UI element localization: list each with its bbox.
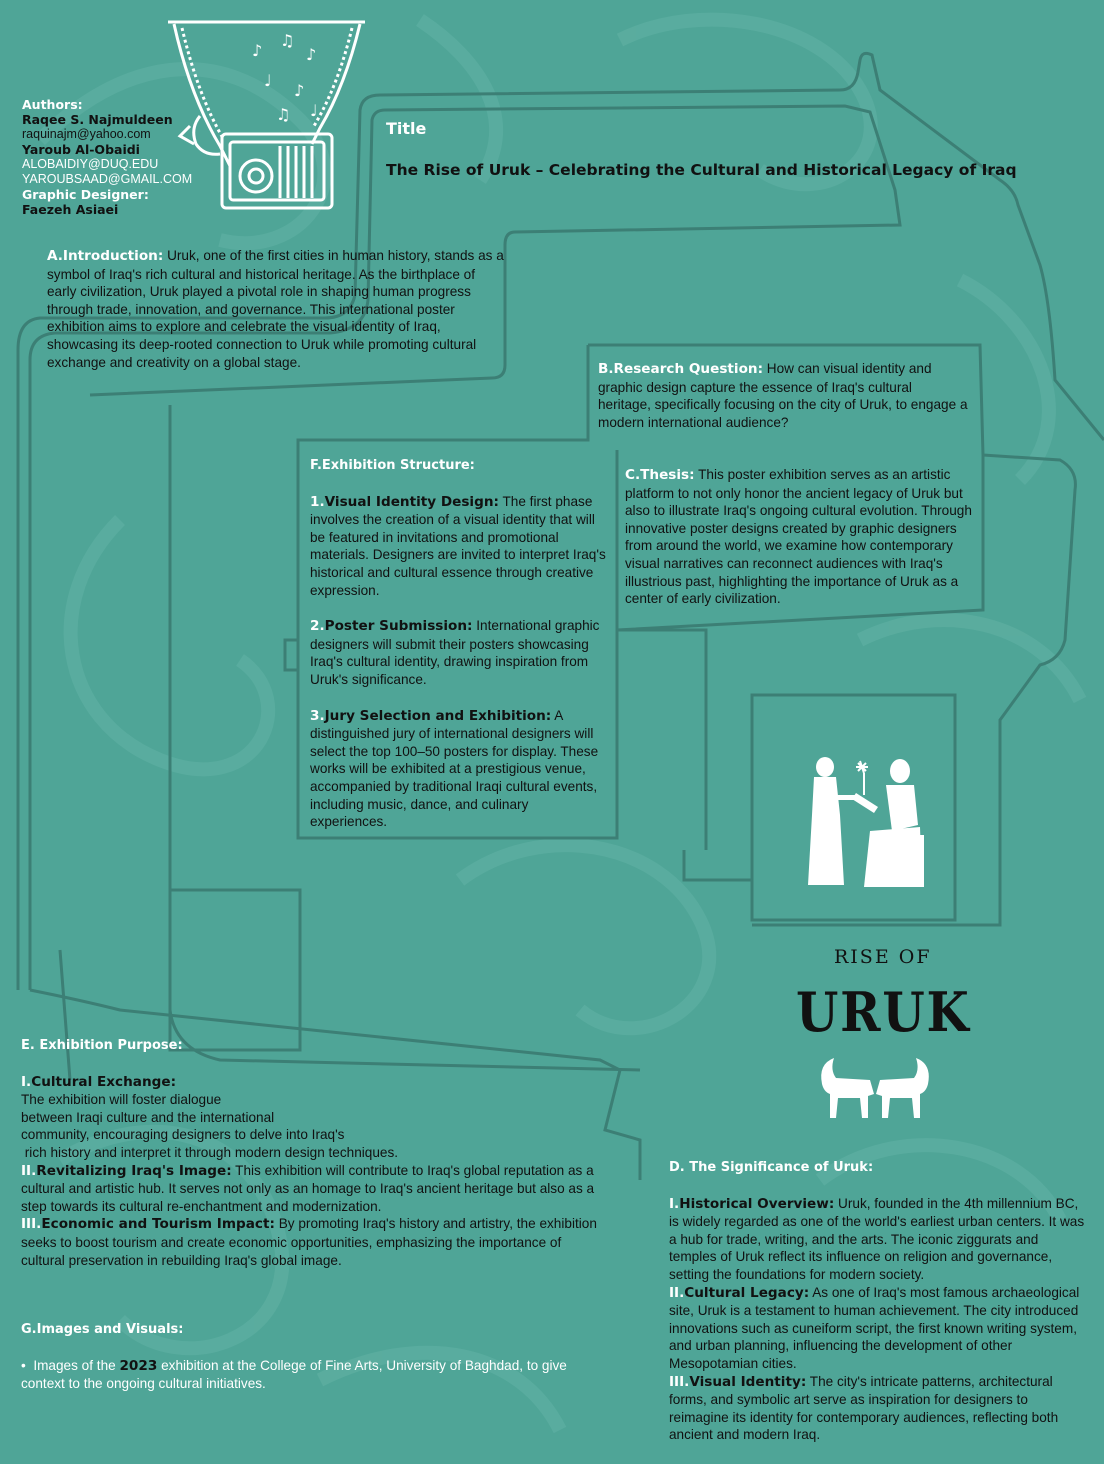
images-visuals-section xyxy=(21,1321,601,1393)
purpose-item-heading: Economic and Tourism Impact: xyxy=(41,1216,275,1233)
purpose-item xyxy=(21,1162,601,1216)
significance-item-number: I. xyxy=(669,1195,680,1212)
significance-item-body: As one of Iraq's most famous archaeological site, Uruk is a testament to human achievement. The city introduced innovations such as cuneiform script, the first known writing system, and urban planning, influencing the development of other Mesopotamian cities. xyxy=(669,1284,1080,1371)
logo-uruk: URUK xyxy=(796,980,971,1044)
sumerian-relief-icon xyxy=(800,755,930,890)
logo-rise-of: RISE OF xyxy=(834,946,932,968)
significance-item xyxy=(669,1284,1085,1373)
author-email: raquinajm@yahoo.com xyxy=(22,127,151,141)
svg-text:♪: ♪ xyxy=(252,41,263,60)
author-email: YAROUBSAAD@GMAIL.COM xyxy=(22,172,193,186)
significance-item-heading: Visual Identity: xyxy=(689,1373,807,1390)
purpose-item-number: II. xyxy=(21,1162,37,1179)
exhibition-purpose-heading: E. Exhibition Purpose: xyxy=(21,1038,183,1053)
title-label: Title xyxy=(386,119,427,138)
images-visuals-text: Images of the xyxy=(25,1357,120,1373)
structure-item xyxy=(310,617,606,688)
significance-heading: D. The Significance of Uruk: xyxy=(669,1160,874,1175)
designer-name: Faezeh Asiaei xyxy=(22,202,119,217)
svg-text:♫: ♫ xyxy=(276,105,291,124)
purpose-item-body: By promoting Iraq's history and artistry, the exhibition seeks to boost tourism and create economic opportunities, emphasizing the importance of cultural preservation in rebuilding Iraq's global image. xyxy=(21,1216,597,1268)
svg-text:♩: ♩ xyxy=(264,71,272,90)
structure-item-number: 3. xyxy=(310,707,325,724)
ibex-pair-icon xyxy=(816,1054,934,1124)
purpose-item-body: This exhibition will contribute to Iraq's global reputation as a cultural and artistic hub. It serves not only as an homage to Iraq's ancient heritage but also as a step towards its cultural re-enchantment and modernization. xyxy=(21,1162,595,1214)
purpose-item-number: III. xyxy=(21,1216,42,1233)
structure-item-heading: Poster Submission: xyxy=(324,618,473,635)
purpose-item-heading: Cultural Exchange: xyxy=(31,1073,177,1090)
purpose-item-line: rich history and interpret it through modern design techniques. xyxy=(21,1144,399,1160)
authors-heading: Authors: xyxy=(22,97,83,112)
structure-item-body: The first phase involves the creation of a visual identity that will be featured in invitations and promotional materials. Designers are invited to interpret Iraq's historical and cultural essence through creative expression. xyxy=(310,493,606,598)
introduction-body: Uruk, one of the first cities in human history, stands as a symbol of Iraq's rich cultural and historical heritage. As the birthplace of early civilization, Uruk played a pivotal role in shaping human progress through trade, innovation, and governance. This international poster exhibition aims to explore and celebrate the visual identity of Iraq, showcasing its deep-rooted connection to Uruk while promoting cultural exchange and creativity on a global stage. xyxy=(47,248,504,370)
research-question-section xyxy=(598,360,968,431)
significance-item-body: Uruk, founded in the 4th millennium BC, is widely regarded as one of the world's earliest urban centers. It was a hub for trade, writing, and the arts. The iconic ziggurats and temples of Uruk reflect its influence on religion and governance, setting the foundations for modern society. xyxy=(669,1195,1085,1282)
designer-heading: Graphic Designer: xyxy=(22,187,149,202)
significance-item-number: III. xyxy=(669,1373,690,1390)
author-name: Raqee S. Najmuldeen xyxy=(22,112,173,127)
structure-item-heading: Visual Identity Design: xyxy=(324,493,499,510)
significance-item-number: II. xyxy=(669,1284,685,1301)
introduction-heading: A.Introduction: xyxy=(47,248,164,264)
structure-item-body: International graphic designers will submit their posters showcasing Iraq's cultural identity, drawing inspiration from Uruk's significance. xyxy=(310,618,600,687)
significance-item-heading: Historical Overview: xyxy=(679,1195,835,1212)
exhibition-structure-section xyxy=(310,457,606,831)
research-question-heading: B.Research Question: xyxy=(598,361,764,377)
significance-item xyxy=(669,1373,1085,1444)
purpose-item-line: community, encouraging designers to delve into Iraq's xyxy=(21,1127,345,1143)
purpose-item-line: between Iraqi culture and the international xyxy=(21,1109,275,1125)
images-visuals-item xyxy=(21,1357,601,1393)
purpose-item-heading: Revitalizing Iraq's Image: xyxy=(36,1162,232,1179)
images-visuals-text: exhibition at the College of Fine Arts, University of Baghdad, to give context to the ongoing cultural initiatives. xyxy=(21,1357,567,1392)
purpose-item xyxy=(21,1215,601,1269)
svg-text:♫: ♫ xyxy=(280,31,295,50)
thesis-section xyxy=(625,466,980,608)
svg-text:♪: ♪ xyxy=(294,81,305,100)
significance-item xyxy=(669,1195,1085,1284)
poster-title: The Rise of Uruk – Celebrating the Cultural and Historical Legacy of Iraq xyxy=(386,161,1017,179)
images-visuals-year: 2023 xyxy=(119,1357,158,1374)
structure-item-body: A distinguished jury of international designers will select the top 100–50 posters for display. These works will be exhibited at a prestigious venue, accompanied by traditional Iraqi cultural events, including music, dance, and culinary experiences. xyxy=(310,707,599,830)
authors-block xyxy=(22,97,192,217)
purpose-item-line: The exhibition will foster dialogue xyxy=(21,1092,222,1108)
significance-item-heading: Cultural Legacy: xyxy=(684,1284,810,1301)
svg-text:♪: ♪ xyxy=(306,45,317,64)
purpose-item-number: I. xyxy=(21,1073,32,1090)
thesis-heading: C.Thesis: xyxy=(625,467,695,483)
structure-item-number: 1. xyxy=(310,493,325,510)
structure-item-number: 2. xyxy=(310,618,325,635)
research-question-body: How can visual identity and graphic design capture the essence of Iraq's cultural heritage, specifically focusing on the city of Uruk, to engage a modern international audience? xyxy=(598,361,968,430)
bullet-icon: • xyxy=(21,1357,26,1373)
significance-section xyxy=(669,1159,1085,1444)
svg-text:♩: ♩ xyxy=(310,101,318,120)
significance-item-body: The city's intricate patterns, architectural forms, and symbolic art serve as inspiration for designers to reimagine its identity for contemporary audiences, reflecting both ancient and modern Iraq. xyxy=(669,1373,1059,1443)
introduction-section xyxy=(47,247,507,371)
author-email: ALOBAIDIY@DUQ.EDU xyxy=(22,157,159,171)
structure-item xyxy=(310,707,606,831)
thesis-body: This poster exhibition serves as an artistic platform to not only honor the ancient legacy of Uruk but also to illustrate Iraq's ongoing cultural evolution. Through innovative poster designs created by graphic designers from around the world, we examine how contemporary visual narratives can reconnect audiences with Iraq's illustrious past, highlighting the importance of Uruk as a center of early civilization. xyxy=(625,467,972,607)
images-visuals-heading: G.Images and Visuals: xyxy=(21,1322,184,1337)
exhibition-purpose-section xyxy=(21,1037,601,1269)
structure-item xyxy=(310,493,606,600)
structure-item-heading: Jury Selection and Exhibition: xyxy=(324,707,552,724)
exhibition-structure-heading: F.Exhibition Structure: xyxy=(310,458,475,473)
author-name: Yaroub Al-Obaidi xyxy=(22,142,140,157)
